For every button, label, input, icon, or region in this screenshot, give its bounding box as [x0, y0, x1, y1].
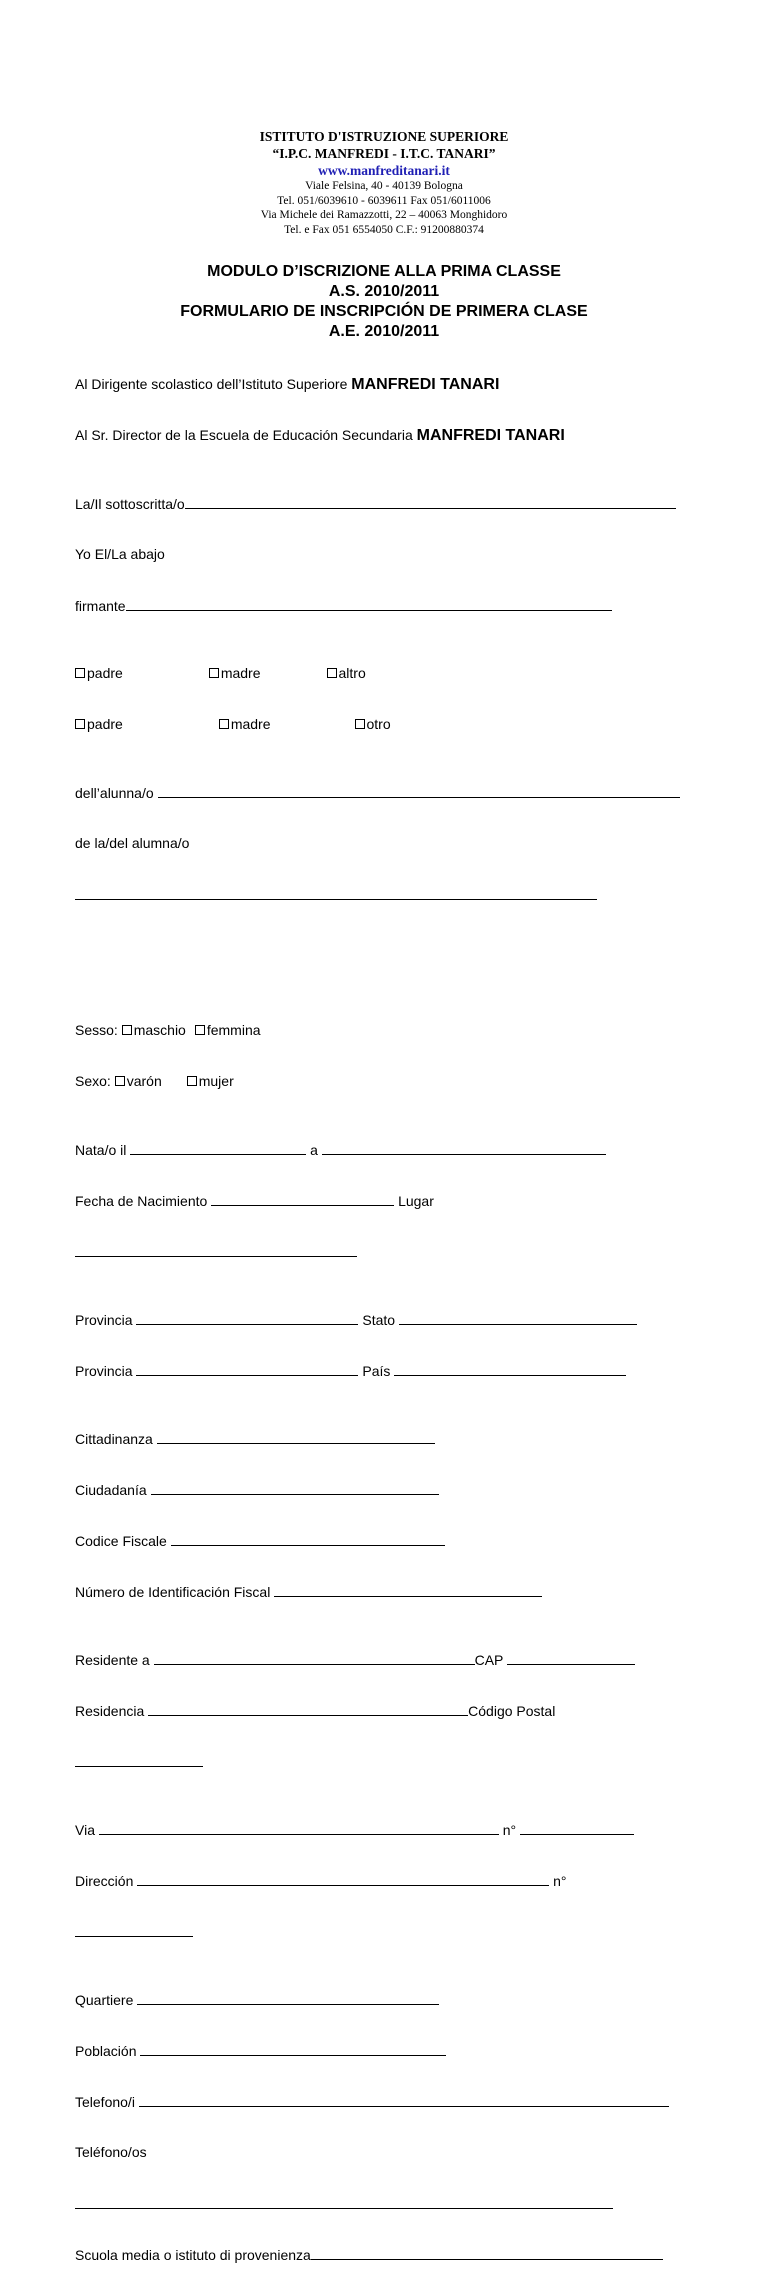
poblacion-input[interactable]: [140, 2042, 446, 2056]
phone-monghidoro: Tel. e Fax 051 6554050 C.F.: 91200880374: [284, 223, 484, 236]
field-numero-fiscal: Número de Identificación Fiscal: [75, 1583, 695, 1600]
school-type: ISTITUTO D'ISTRUZIONE SUPERIORE: [259, 129, 509, 144]
field-provincia-pais: Provincia País: [75, 1362, 695, 1379]
direccion-input[interactable]: [137, 1872, 549, 1886]
sex-es: Sexo: varón mujer: [75, 1073, 234, 1089]
quartiere-input[interactable]: [137, 1991, 439, 2005]
field-residencia: Residencia Código Postal: [75, 1703, 556, 1719]
form-titles: [0, 262, 768, 342]
field-telefono-es: [75, 2195, 695, 2212]
title-it: MODULO D’ISCRIZIONE ALLA PRIMA CLASSE: [207, 263, 561, 280]
field-fecha: Fecha de Nacimiento Lugar: [75, 1193, 434, 1209]
codice-fiscale-input[interactable]: [171, 1532, 445, 1546]
checkbox-mujer[interactable]: [187, 1076, 197, 1086]
year-es: A.E. 2010/2011: [328, 323, 440, 340]
school-name-es: MANFREDI TANARI: [416, 427, 565, 444]
checkbox-altro[interactable]: [327, 668, 337, 678]
label-yo: Yo El/La abajo: [75, 546, 165, 562]
field-cittadinanza: Cittadinanza: [75, 1430, 695, 1447]
sex-it: Sesso: maschio femmina: [75, 1022, 261, 1038]
field-alunna: dell’alunna/o: [75, 784, 695, 801]
ciudadania-input[interactable]: [151, 1481, 439, 1495]
enrollment-form: [75, 342, 695, 2280]
civico-input[interactable]: [520, 1821, 634, 1835]
stato-input[interactable]: [399, 1311, 637, 1325]
field-firmante: firmante: [75, 597, 695, 614]
label-telefono-es: Teléfono/os: [75, 2144, 147, 2160]
checkbox-madre-es[interactable]: [219, 719, 229, 729]
field-nato: Nata/o il a: [75, 1141, 695, 1158]
codigo-postal-input[interactable]: [75, 1753, 203, 1767]
field-residente: Residente a CAP: [75, 1651, 695, 1668]
firmante-input[interactable]: [126, 597, 612, 611]
scuola-input[interactable]: [311, 2246, 663, 2260]
telefono-es-input[interactable]: [75, 2195, 613, 2209]
field-codigo-postal: [75, 1753, 695, 1770]
provincia-es-input[interactable]: [136, 1362, 358, 1376]
field-direccion: Dirección n°: [75, 1873, 567, 1889]
field-telefono: Telefono/i: [75, 2093, 695, 2110]
checkbox-otro[interactable]: [355, 719, 365, 729]
luogo-input[interactable]: [322, 1141, 606, 1155]
checkbox-varon[interactable]: [115, 1076, 125, 1086]
checkbox-madre[interactable]: [209, 668, 219, 678]
nato-input[interactable]: [130, 1141, 306, 1155]
address-monghidoro: Via Michele dei Ramazzotti, 22 – 40063 Monghidoro: [260, 209, 508, 221]
relation-es: padre madre otro: [75, 716, 695, 733]
field-scuola: Scuola media o istituto di provenienza: [75, 2246, 695, 2263]
alumna-input[interactable]: [75, 886, 597, 900]
field-via: Via n°: [75, 1821, 695, 1838]
checkbox-femmina[interactable]: [195, 1025, 205, 1035]
residencia-input[interactable]: [148, 1702, 468, 1716]
cap-input[interactable]: [507, 1651, 635, 1665]
address-bologna: Viale Felsina, 40 - 40139 Bologna: [305, 180, 463, 192]
numero-fiscal-input[interactable]: [274, 1583, 542, 1597]
alunna-input[interactable]: [158, 784, 680, 798]
checkbox-padre-es[interactable]: [75, 719, 85, 729]
year-it: A.S. 2010/2011: [328, 283, 440, 300]
pais-input[interactable]: [394, 1362, 626, 1376]
field-provincia-stato: Provincia Stato: [75, 1311, 695, 1328]
field-ciudadania: Ciudadanía: [75, 1481, 695, 1498]
field-poblacion: Población: [75, 2042, 695, 2059]
via-input[interactable]: [99, 1821, 499, 1835]
addressee-es: Al Sr. Director de la Escuela de Educación Secundaria MANFREDI TANARI: [75, 427, 565, 444]
numero-input[interactable]: [75, 1923, 193, 1937]
field-quartiere: Quartiere: [75, 1991, 695, 2008]
cittadinanza-input[interactable]: [157, 1430, 435, 1444]
field-codice-fiscale: Codice Fiscale: [75, 1532, 695, 1549]
phone-bologna: Tel. 051/6039610 - 6039611 Fax 051/6011006: [277, 194, 491, 207]
sottoscritta-input[interactable]: [185, 495, 676, 509]
telefono-input[interactable]: [139, 2093, 669, 2107]
title-es: FORMULARIO DE INSCRIPCIÓN DE PRIMERA CLASE: [180, 303, 588, 320]
label-alumna: de la/del alumna/o: [75, 835, 190, 851]
website-link[interactable]: www.manfreditanari.it: [318, 163, 450, 178]
lugar-input[interactable]: [75, 1243, 357, 1257]
checkbox-padre[interactable]: [75, 668, 85, 678]
field-alumna: [75, 886, 695, 903]
provincia-input[interactable]: [136, 1311, 358, 1325]
school-letterhead: [0, 128, 768, 237]
field-lugar: [75, 1243, 695, 1260]
field-numero: [75, 1923, 695, 1940]
checkbox-maschio[interactable]: [122, 1025, 132, 1035]
school-name: “I.P.C. MANFREDI - I.T.C. TANARI”: [272, 146, 496, 161]
field-sottoscritta: La/Il sottoscritta/o: [75, 495, 695, 512]
school-name-it: MANFREDI TANARI: [351, 376, 500, 393]
residente-input[interactable]: [154, 1651, 475, 1665]
fecha-input[interactable]: [211, 1192, 394, 1206]
addressee-it: Al Dirigente scolastico dell’Istituto Superiore MANFREDI TANARI: [75, 376, 500, 393]
relation-it: padre madre altro: [75, 665, 695, 682]
